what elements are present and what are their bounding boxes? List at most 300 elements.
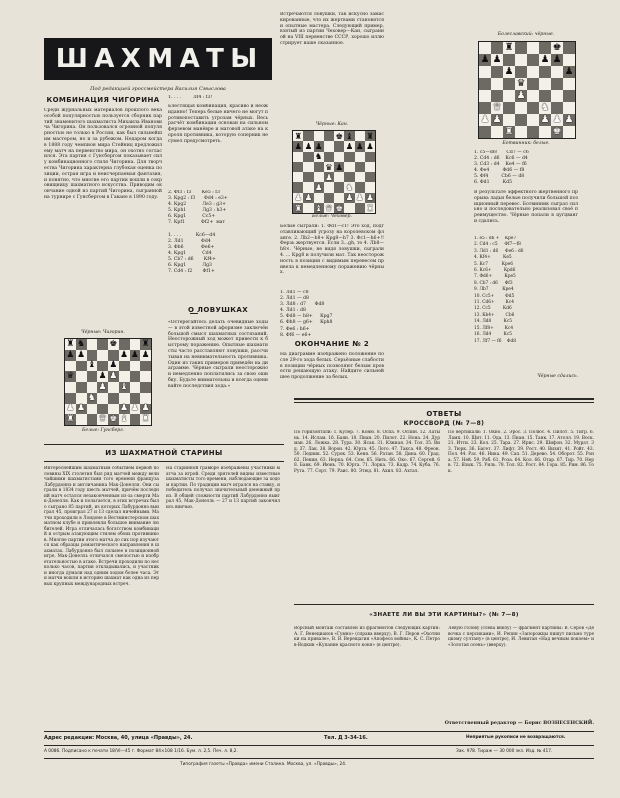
answers-subheading: КРОССВОРД (№ 7—8)	[403, 420, 485, 427]
board-square	[515, 78, 527, 90]
board-square	[324, 182, 334, 192]
board-square	[303, 203, 313, 213]
board-square	[76, 361, 87, 372]
board-square	[491, 42, 503, 54]
board-square	[355, 131, 365, 141]
board-square	[503, 126, 515, 138]
board-square	[140, 350, 151, 361]
intro-text: Встречаются ловушки, так искусно замаскированные, что их жертвами становятся и опытные мастера. Следующий пример, взятый из партии Чеховер—Кан, сыгранной на VIII первенстве СССР, хорошо иллюстрирует наше сказанное.	[280, 12, 384, 46]
board-square	[355, 193, 365, 203]
black-pawn-icon: ♟	[564, 66, 574, 78]
chess-diagram-botvinnik	[478, 41, 576, 139]
black-rook-icon: ♜	[141, 338, 150, 349]
board-square	[491, 114, 503, 126]
board-square	[503, 90, 515, 102]
board-square	[65, 414, 76, 425]
board-square	[515, 114, 527, 126]
article-body-lovushki: «Остерегайтесь делать очевидные ходы — в этой известной афоризме заключён большой смысл шахматных состязаний. Неосторожный ход может привести к быстрому поражению. Опытные шахматисты часто расставляют ловушки, рассчитывая на невнимательность противника. Один из таких примеров приведён на диаграмме. Чёрные сыграли неосторожно и немедленно поплатились за свою ошибку. Будьте внимательны и всегда оценивайте последствия хода.»	[168, 320, 268, 389]
board-square	[355, 182, 365, 192]
board-square	[515, 54, 527, 66]
board-square	[344, 131, 354, 141]
diagram-caption: Ботвинник: белые.	[502, 141, 550, 146]
black-queen-icon: ♛	[66, 371, 75, 382]
board-square	[551, 126, 563, 138]
board-square	[539, 78, 551, 90]
board-square	[324, 193, 334, 203]
move-line: 1. . . . Лf4 : f3!	[168, 95, 213, 100]
white-pawn-icon: ♟	[325, 171, 333, 182]
board-square	[97, 361, 108, 372]
board-square	[314, 141, 324, 151]
board-square	[539, 90, 551, 102]
article-body-chigorin: Среди журнальных материалов прошлого века особой популярностью пользуется сборник партий знаменитого шахматиста Михаила Ивановича Чигорина. Он пользовался огромной популярностью не только в России, как был сильнейшим мастером, но и за рубежом. Недаром когда в 1888 году чемпион мира Стейниц предложил ему матч на первенство мира, он охотно согласился. Эта партия с Гунсбергом показывает силу комбинационного стиля Чигорина. Для творчества Чигорина характерна глубокая оценка позиции, острая игра и неисчерпаемая фантазия, и понятно, что многие его партии вошли в сокровищницу шахматного искусства. Приводим окончание одной из партий Чигорина, сыгранной на турнире с Гунсбергом в Гаване в 1890 году.	[44, 108, 162, 200]
black-king-icon: ♚	[335, 130, 343, 141]
black-knight-icon: ♞	[314, 151, 323, 162]
board-square	[334, 203, 344, 213]
black-pawn-icon: ♟	[66, 349, 75, 360]
board-square	[527, 126, 539, 138]
board-square	[355, 162, 365, 172]
board-square	[140, 414, 151, 425]
board-square	[65, 350, 76, 361]
board-square	[76, 339, 87, 350]
black-pawn-icon: ♟	[335, 161, 343, 172]
board-square	[515, 90, 527, 102]
board-square	[334, 162, 344, 172]
board-square	[303, 182, 313, 192]
board-square	[140, 361, 151, 372]
board-square	[539, 114, 551, 126]
article-heading-starina: ИЗ ШАХМАТНОЙ СТАРИНЫ	[105, 449, 223, 457]
board-square	[140, 404, 151, 415]
board-square	[479, 78, 491, 90]
board-square	[314, 203, 324, 213]
board-square	[87, 361, 98, 372]
white-pawn-icon: ♟	[314, 182, 323, 193]
black-pawn-icon: ♟	[304, 141, 313, 152]
black-knight-icon: ♞	[77, 338, 86, 349]
white-knight-icon: ♞	[87, 392, 96, 403]
board-square	[130, 382, 141, 393]
white-pawn-icon: ♟	[480, 114, 490, 126]
board-square	[108, 371, 119, 382]
board-square	[140, 339, 151, 350]
board-square	[491, 126, 503, 138]
board-square	[108, 350, 119, 361]
board-square	[344, 152, 354, 162]
board-square	[551, 90, 563, 102]
board-square	[65, 361, 76, 372]
white-pawn-icon: ♟	[98, 381, 107, 392]
footer-print-info: А 0086. Подписано к печати 18/VI—45 г. Формат 84×108 1/16. Бум. л. 2,5. Печ. л. 8,2.	[44, 749, 238, 754]
board-square	[344, 141, 354, 151]
board-square	[515, 42, 527, 54]
article-heading-okonchanie: ОКОНЧАНИЕ № 2	[294, 340, 370, 348]
board-square	[303, 162, 313, 172]
board-square	[303, 193, 313, 203]
black-pawn-icon: ♟	[109, 360, 118, 371]
white-pawn-icon: ♟	[564, 114, 574, 126]
board-square	[334, 193, 344, 203]
board-square	[527, 54, 539, 66]
chess-diagram-chigorin	[64, 338, 152, 426]
crossword-vertical: По вертикали: 1. Окно. 2. Эрос. 3. Полюс. 4. Пилот. 5. Тигр. 6. Ламп. 10. Щит. 11. Ода. 13. Пиан. 15. Танк. 17. Атолл. 19. Воск. 21. Итти. 23. Кол. 25. Тара. 27. Ирис. 29. Шифон. 32. Мурат. 33. Тюрк. 36. Багет. 37. Лифт. 39. Рост. 40. Визит. 41. Ройт. 43. Пол. 44. Рас. 46. Ника. 49. Сап. 51. Дерево. 54. Оборот. 55. Рона. 57. Ней. 59. Раб. 61. Роза. 64. Кол. 66. Отар. 67. Тир. 70. Нерв. 72. Язык. 75. Уиль. 78. Тол. 82. Рост. 84. Гора. 85. Рим. 86. Ток.	[448, 430, 594, 474]
board-square	[551, 114, 563, 126]
diagram-caption: Белые: Чеховер.	[312, 214, 352, 219]
black-pawn-icon: ♟	[130, 349, 139, 360]
board-square	[355, 172, 365, 182]
board-square	[108, 404, 119, 415]
white-pawn-icon: ♟	[130, 403, 139, 414]
black-pawn-icon: ♟	[540, 54, 550, 66]
black-bishop-icon: ♝	[345, 130, 354, 141]
title-letter: Т	[206, 44, 227, 74]
board-square	[344, 193, 354, 203]
board-square	[293, 162, 303, 172]
board-square	[344, 203, 354, 213]
board-square	[97, 382, 108, 393]
move-list: 1. Лd1 — c8 2. Лd1 — d8 3. Лd8 : d7 Фd8 4. Лd1 : d8 5. Фd8 — h8+ Кpg7 6. Фh8 — g6+ Кph8 7. Фe6 : h6+ 8. Фf6 — e6+	[280, 290, 333, 338]
board-square	[119, 414, 130, 425]
black-pawn-icon: ♟	[120, 349, 129, 360]
board-square	[140, 382, 151, 393]
board-square	[539, 66, 551, 78]
board-square	[324, 131, 334, 141]
white-rook-icon: ♜	[366, 202, 374, 213]
board-square	[97, 414, 108, 425]
board-square	[479, 114, 491, 126]
board-square	[479, 42, 491, 54]
board-square	[551, 66, 563, 78]
board-square	[551, 78, 563, 90]
move-list: 2. Фf3 : f3 Кe5 : f3 3. Кpg2 : f3 Фd4 : e3+ 4. Кpg2 Ле3 : g3+ 5. Кph1 Лg3 : h3+ 6. Кpg1 Сс5+ 7. Кpf1 Фf2+ мат 1. . . . Кc6—d4 2. Лd1 Фd4 3. Фb6 Фe6+ 4. Кpg1 Сd4 5. Сb7 : d6 Кf4+ 6. Кpg1 Лg3 7. Сd4 : f2 Фf1+	[168, 190, 228, 275]
board-square	[76, 350, 87, 361]
comment-text: Блестящая комбинация, красиво и неожиданно! Теперь белые ничего не могут противопоставить угрозам чёрных. Весь расчёт комбинации основан на сильном ферзевом манёвре и матовой атаке на короля противника, которую соперник не сумел предусмотреть.	[168, 104, 268, 144]
article-body-starina: Интереснейшим шахматным событием первой половины XIX столетия был ряд матчей между величайшими шахматистами того времени француза Лабурдоннэ и англичанина Мак-Донелля. Они сыграли в 1834 году шесть матчей, причём последний матч остался незаконченным из-за смерти Мак-Донелля. Как и полагается, в этих встречах было сыграно 85 партий, из которых Лабурдоннэ выиграл 45, проиграл 27 и 13 сделал ничейными. Матчи проходили в Лондоне в Вестминстерском шахматном клубе и привлекли большое внимание любителей. Игра отличалась богатством комбинаций и острым атакующим стилем обоих противников. Многие партии этого матча до сих пор изучаются как образцы романтического направления в шахматах. Лабурдоннэ был сильнее в позиционной игре, Мак-Донелль отличался смелостью и изобретательностью в атаке. Встречи проходили по несколько часов, партии откладывались, и участники иногда думали над одним ходом более часа. Эти матчи вошли в историю шахмат как одна из первых крупных международных встреч.	[44, 466, 159, 587]
board-square	[503, 54, 515, 66]
footer-print-run: Зак. 978. Тираж — 30 000 экз. Изд. № 417.	[456, 749, 553, 754]
board-square	[551, 102, 563, 114]
white-queen-icon: ♛	[98, 414, 107, 425]
footer-phone: Тел. Д 3-34-16.	[324, 735, 368, 741]
white-pawn-icon: ♟	[366, 192, 374, 203]
white-pawn-icon: ♟	[552, 114, 562, 126]
board-square	[539, 42, 551, 54]
board-square	[324, 203, 334, 213]
board-square	[479, 90, 491, 102]
board-square	[314, 182, 324, 192]
title-letter: Ы	[230, 44, 261, 74]
title-letter: А	[179, 44, 203, 74]
white-bishop-icon: ♝	[314, 202, 323, 213]
move-list: 1. e5 : d6 + Кре7 2. Сd4 : c5 Фf7—f8 3. Лd1 : d6 Фe6 : d6 4. Кf4+ Кe5 5. Кс7 Кре6 6. Кс6+ Крd6 7. Фd6+ Кpe5 8. Сb7 : d6 Фf3 9. Лb7 Кpe4 10. Сс5+ Фd5 11. Сd6+ Кc4 12. Сc5 Кd6 13. Кb4+ Сb6 14. Лd8 Кc5 15. Лf8+ Кс4 16. Лd4 Кс5 17. Лf7 — f6 Фd8	[474, 236, 524, 344]
board-square	[551, 42, 563, 54]
title-letter: Ш	[55, 44, 91, 74]
board-square	[334, 131, 344, 141]
board-square	[87, 339, 98, 350]
board-square	[140, 371, 151, 382]
board-square	[324, 172, 334, 182]
board-square	[65, 382, 76, 393]
board-square	[324, 141, 334, 151]
black-pawn-icon: ♟	[77, 349, 86, 360]
board-square	[365, 203, 375, 213]
board-square	[97, 404, 108, 415]
black-rook-icon: ♜	[294, 130, 302, 141]
title-letter: Х	[120, 44, 144, 74]
board-square	[314, 131, 324, 141]
board-square	[539, 54, 551, 66]
white-knight-icon: ♞	[345, 182, 354, 193]
black-pawn-icon: ♟	[492, 54, 502, 66]
board-square	[314, 162, 324, 172]
board-square	[130, 371, 141, 382]
board-square	[140, 393, 151, 404]
board-square	[130, 361, 141, 372]
white-knight-icon: ♞	[540, 102, 550, 114]
board-square	[87, 382, 98, 393]
black-pawn-icon: ♟	[98, 371, 107, 382]
board-square	[344, 182, 354, 192]
board-square	[97, 371, 108, 382]
board-square	[365, 172, 375, 182]
board-square	[65, 393, 76, 404]
article-body-okonchanie: На диаграмме изображено положение после 29-го хода белых. Серьёзные слабости в позиции чёрных позволяют белым провести решающую атаку. Найдите сильнейшее продолжение за белых.	[280, 352, 384, 381]
board-square	[76, 393, 87, 404]
white-bishop-icon: ♝	[120, 414, 129, 425]
board-square	[119, 350, 130, 361]
board-square	[503, 42, 515, 54]
board-square	[527, 66, 539, 78]
white-pawn-icon: ♟	[516, 90, 526, 102]
board-square	[303, 131, 313, 141]
footer-address: Адрес редакции: Москва, 40, улица «Правды», 24.	[44, 735, 193, 741]
white-pawn-icon: ♟	[294, 192, 302, 203]
board-square	[355, 203, 365, 213]
board-square	[563, 42, 575, 54]
board-square	[130, 393, 141, 404]
board-square	[539, 126, 551, 138]
board-square	[303, 172, 313, 182]
footer-typography: Типография газеты «Правда» имени Сталина. Москва, ул. «Правды», 24.	[180, 762, 347, 767]
board-square	[76, 382, 87, 393]
black-pawn-icon: ♟	[355, 141, 364, 152]
board-square	[479, 54, 491, 66]
board-square	[344, 172, 354, 182]
white-pawn-icon: ♟	[141, 403, 150, 414]
board-square	[130, 404, 141, 415]
white-pawn-icon: ♟	[345, 192, 354, 203]
board-square	[108, 382, 119, 393]
title-letter: А	[94, 44, 118, 74]
board-square	[527, 102, 539, 114]
board-square	[108, 393, 119, 404]
article-body-starina-cont: На старинной гравюре изображены участники матча за игрой. Среди зрителей видны известные шахматисты того времени, наблюдающие за ходом партии. По традиции матч игрался на ставку, и победитель получал значительный денежный приз. В общей сложности партий Лабурдоннэ выиграл 45, Мак-Донелль — 27 и 13 партий закончились вничью.	[166, 466, 280, 510]
black-pawn-icon: ♟	[366, 141, 374, 152]
board-square	[76, 371, 87, 382]
board-square	[355, 152, 365, 162]
black-pawn-icon: ♟	[345, 141, 354, 152]
board-square	[479, 102, 491, 114]
board-square	[551, 54, 563, 66]
board-square	[293, 172, 303, 182]
white-pawn-icon: ♟	[492, 114, 502, 126]
board-square	[503, 102, 515, 114]
black-pawn-icon: ♟	[552, 54, 562, 66]
board-square	[97, 393, 108, 404]
black-queen-icon: ♛	[325, 161, 333, 172]
board-square	[344, 162, 354, 172]
board-square	[491, 102, 503, 114]
board-square	[87, 393, 98, 404]
board-square	[563, 66, 575, 78]
move-list: 1. c5—d6! Сd7 — c6 2. Сd4 : d6 Кc6 — d4 3. Сd3 : d4 Кe4 — f6 4. Фe4 Фd6 — f8 5. Фf4 Сb6 — d8 6. Фd1 Кd5	[474, 150, 529, 186]
crossword-horizontal: По горизонтали: 1. Кулер. 7. Коню. 8. Оспа. 9. Оспин. 12. Латынь. 14. Ислам. 16. Баян. 18. Пиан. 20. Пилот. 22. Нона. 24. Дурман. 26. Ложка. 28. Тура. 30. Ясак. 31. Южная. 34. Тол. 35. Вид. 37. Лак. 38. Ворон. 42. Юрта. 45. Лото. 47. Такса. 48. Фреон. 50. Ледник. 52. Сурок. 53. Кеня. 56. Ратан. 58. Дина. 60. Град. 62. Пекин. 63. Нерпа. 64. Сом. 65. Нить. 66. Око. 67. Сергей. 68. Банк. 69. Июнь. 70. Юрта. 71. Лорка. 73. Кадр. 74. Куба. 76. Рута. 77. Сорт. 79. Раис. 80. Этюд. 81. Ахил. 83. Ахтал.	[294, 430, 440, 474]
black-pawn-icon: ♟	[294, 141, 302, 152]
board-square	[527, 42, 539, 54]
board-square	[130, 339, 141, 350]
white-pawn-icon: ♟	[120, 403, 129, 414]
board-square	[527, 114, 539, 126]
board-square	[355, 141, 365, 151]
board-square	[365, 162, 375, 172]
board-square	[527, 78, 539, 90]
board-square	[563, 90, 575, 102]
board-square	[65, 339, 76, 350]
board-square	[293, 131, 303, 141]
diagram-caption: Чёрные: Чигорин.	[81, 330, 125, 335]
board-square	[119, 404, 130, 415]
white-rook-icon: ♜	[66, 414, 75, 425]
responsible-editor: Ответственный редактор — Борис ВОЗНЕСЕНСКИЙ.	[444, 720, 594, 726]
board-square	[324, 152, 334, 162]
board-square	[539, 102, 551, 114]
board-square	[97, 350, 108, 361]
board-square	[365, 141, 375, 151]
board-square	[97, 339, 108, 350]
board-square	[119, 361, 130, 372]
board-square	[130, 350, 141, 361]
board-square	[563, 78, 575, 90]
board-square	[119, 339, 130, 350]
article-heading-chigorin: КОМБИНАЦИЯ ЧИГОРИНА	[46, 96, 160, 104]
black-rook-icon: ♜	[366, 130, 374, 141]
article-heading-lovushki: О ЛОВУШКАХ	[187, 306, 249, 314]
comment-text: Белые сыграли: 1. Фd1—c1! Это ход, подготавливающий угрозу на королевском фланге. 2. Лb2—b8+ Кpg8—h7 3. Фc1—h6+!! Ферзь жертвуется. Если 3...gh, то 4. Лb8—h8×. Чёрные, не видя ловушки, сыграли 4. ... Кpg8 и получили мат. Так неосторожность в позиции с видимым перевесом привела к немедленному поражению чёрных.	[280, 224, 384, 276]
kartiny-answer-left: Ворсный монтаж составлен из фрагментов следующих картин: А. Г. Венецианов «Гумно» (справа вверху), В. Г. Перов «Охотники на привале», В. В. Верещагин «Апофеоз войны», К. С. Петров-Водкин «Купание красного коня» (в центре).	[294, 626, 440, 648]
board-square	[491, 54, 503, 66]
kartiny-answer-right: Левую голову (слева внизу) — фрагмент картины: В. Серов «Девочка с персиками», И. Репин «Запорожцы пишут письмо турецкому султану» (в центре), И. Левитан «Над вечным покоем» и «Золотая осень» (вверху).	[448, 626, 594, 648]
board-square	[119, 393, 130, 404]
board-square	[491, 78, 503, 90]
board-square	[87, 350, 98, 361]
board-square	[119, 371, 130, 382]
white-queen-icon: ♛	[325, 202, 333, 213]
white-king-icon: ♚	[109, 414, 118, 425]
black-rook-icon: ♜	[504, 42, 514, 54]
board-square	[365, 131, 375, 141]
white-king-icon: ♚	[335, 202, 343, 213]
chess-diagram-kan	[292, 130, 376, 214]
board-square	[108, 414, 119, 425]
white-pawn-icon: ♟	[304, 192, 313, 203]
board-square	[314, 152, 324, 162]
magazine-section-title	[44, 38, 272, 80]
board-square	[563, 126, 575, 138]
board-square	[108, 361, 119, 372]
black-pawn-icon: ♟	[504, 66, 514, 78]
board-square	[314, 172, 324, 182]
diagram-caption: Чёрные: Кан.	[315, 122, 349, 127]
black-bishop-icon: ♝	[87, 360, 96, 371]
board-square	[334, 172, 344, 182]
title-letter: М	[147, 44, 177, 74]
board-square	[119, 382, 130, 393]
board-square	[65, 404, 76, 415]
board-square	[479, 66, 491, 78]
board-square	[563, 102, 575, 114]
board-square	[130, 414, 141, 425]
board-square	[314, 193, 324, 203]
board-square	[503, 66, 515, 78]
board-square	[87, 404, 98, 415]
board-square	[334, 182, 344, 192]
black-rook-icon: ♜	[66, 338, 75, 349]
board-square	[527, 90, 539, 102]
board-square	[303, 141, 313, 151]
board-square	[293, 193, 303, 203]
white-pawn-icon: ♟	[540, 114, 550, 126]
board-square	[365, 182, 375, 192]
board-square	[491, 90, 503, 102]
footer-notice: Неприятые рукописи не возвращаются.	[466, 735, 566, 740]
board-square	[293, 152, 303, 162]
board-square	[334, 152, 344, 162]
white-rook-icon: ♜	[504, 126, 514, 138]
black-pawn-icon: ♟	[480, 54, 490, 66]
kartiny-heading: «ЗНАЕТЕ ЛИ ВЫ ЭТИ КАРТИНЫ?» (№ 7—8)	[369, 612, 519, 618]
black-queen-icon: ♛	[516, 78, 526, 90]
white-queen-icon: ♛	[492, 102, 502, 114]
board-square	[563, 114, 575, 126]
board-square	[334, 141, 344, 151]
answers-heading: ОТВЕТЫ	[426, 410, 462, 418]
board-square	[76, 414, 87, 425]
board-square	[293, 203, 303, 213]
white-pawn-icon: ♟	[66, 403, 75, 414]
white-bishop-icon: ♝	[120, 381, 129, 392]
board-square	[108, 339, 119, 350]
white-pawn-icon: ♟	[77, 403, 86, 414]
board-square	[503, 114, 515, 126]
black-king-icon: ♚	[109, 338, 118, 349]
board-square	[365, 193, 375, 203]
white-rook-icon: ♜	[141, 414, 150, 425]
board-square	[515, 102, 527, 114]
board-square	[503, 78, 515, 90]
board-square	[479, 126, 491, 138]
white-pawn-icon: ♟	[355, 192, 364, 203]
black-pawn-icon: ♟	[141, 349, 150, 360]
board-square	[87, 414, 98, 425]
board-square	[76, 404, 87, 415]
white-pawn-icon: ♟	[109, 371, 118, 382]
comment-text: В результате эффектного жертвенного прорыва ладьи белые получили большой позиционный перевес. Ботвинник сыграл сильно и последовательно реализовал своё преимущество. Чёрные попали в цугцванг и сдались.	[474, 190, 578, 224]
diagram-caption: Белые: Гунсберг.	[81, 428, 125, 433]
result-text: Чёрные сдались.	[537, 374, 578, 379]
board-square	[491, 66, 503, 78]
board-square	[324, 162, 334, 172]
